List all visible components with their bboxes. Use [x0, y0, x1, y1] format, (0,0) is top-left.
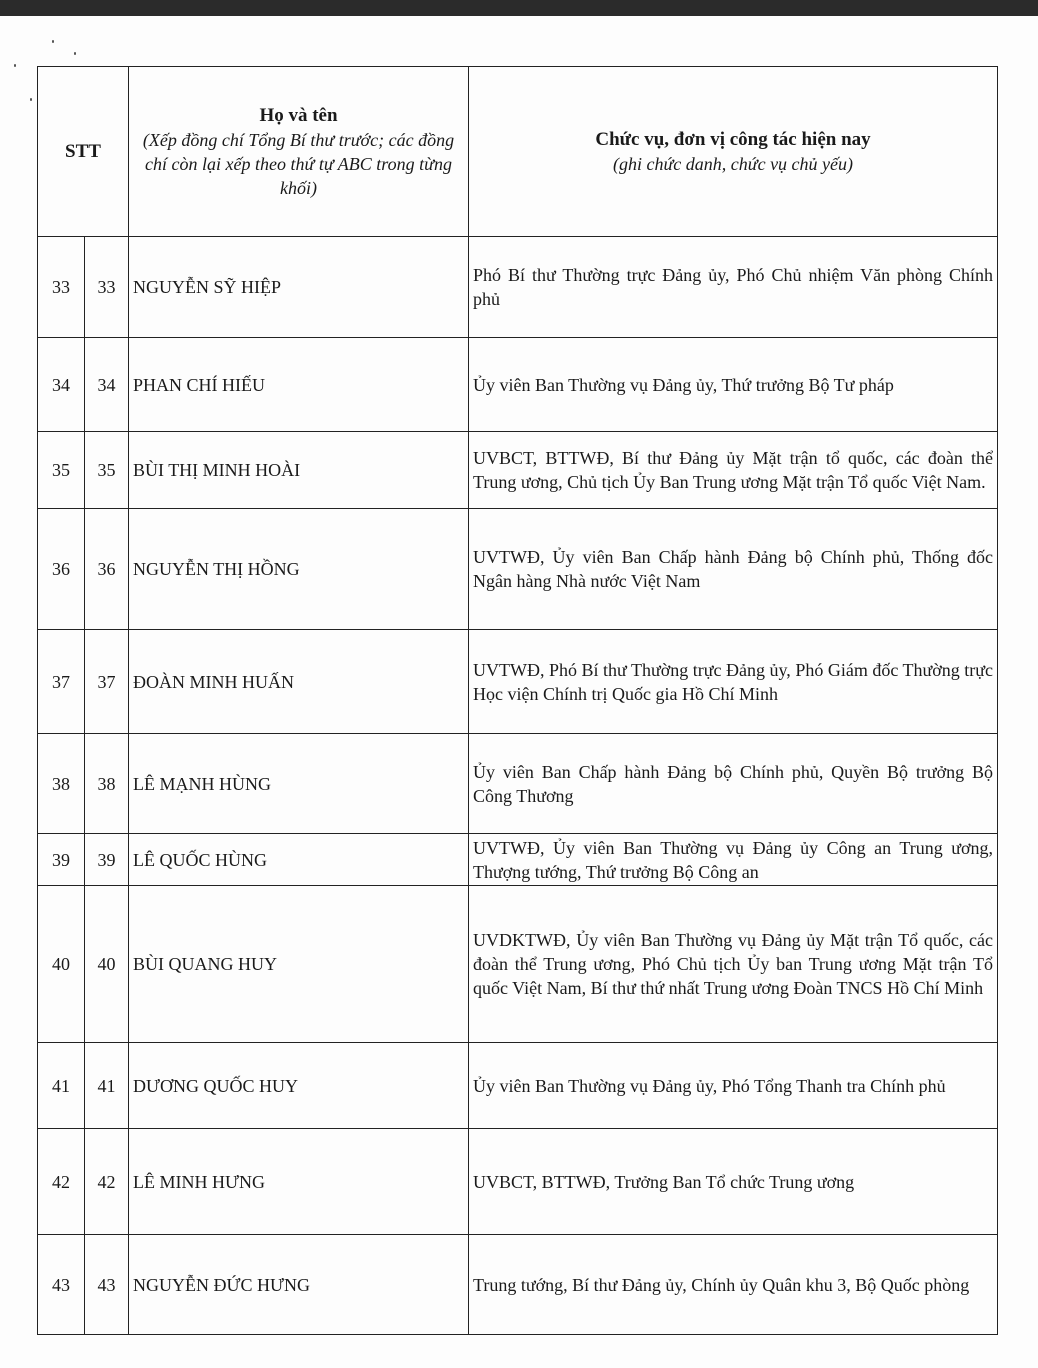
- table-row: [38, 1235, 998, 1335]
- position-cell: Phó Bí thư Thường trực Đảng ủy, Phó Chủ nhiệm Văn phòng Chính phủ: [469, 237, 998, 338]
- name-cell: LÊ QUỐC HÙNG: [129, 834, 469, 886]
- name-cell: PHAN CHÍ HIẾU: [129, 338, 469, 432]
- scan-speck: [30, 98, 32, 101]
- name-cell: ĐOÀN MINH HUẤN: [129, 630, 469, 734]
- table-row: [38, 1129, 998, 1235]
- stt-cell: 34: [38, 338, 85, 432]
- document-page: [0, 16, 1038, 1368]
- position-cell: UVTWĐ, Ủy viên Ban Thường vụ Đảng ủy Công an Trung ương, Thượng tướng, Thứ trưởng Bộ Công an: [469, 834, 998, 886]
- name-cell: NGUYỄN THỊ HỒNG: [129, 509, 469, 630]
- name-cell: NGUYỄN ĐỨC HƯNG: [129, 1235, 469, 1335]
- name-cell: DƯƠNG QUỐC HUY: [129, 1043, 469, 1129]
- position-cell: UVBCT, BTTWĐ, Trưởng Ban Tổ chức Trung ương: [469, 1129, 998, 1235]
- table-row: [38, 432, 998, 509]
- position-cell: Ủy viên Ban Chấp hành Đảng bộ Chính phủ, Quyền Bộ trưởng Bộ Công Thương: [469, 734, 998, 834]
- stt-cell: 37: [85, 630, 129, 734]
- officials-table: [37, 66, 998, 1335]
- name-cell: NGUYỄN SỸ HIỆP: [129, 237, 469, 338]
- top-dark-bar: [0, 0, 1038, 16]
- table-row: [38, 1043, 998, 1129]
- stt-cell: 43: [85, 1235, 129, 1335]
- stt-cell: 35: [85, 432, 129, 509]
- stt-cell: 34: [85, 338, 129, 432]
- scan-speck: [52, 40, 54, 43]
- stt-cell: 35: [38, 432, 85, 509]
- stt-cell: 41: [85, 1043, 129, 1129]
- name-cell: BÙI QUANG HUY: [129, 886, 469, 1043]
- header-name-cell: [129, 67, 469, 237]
- table-row: [38, 734, 998, 834]
- stt-cell: 42: [38, 1129, 85, 1235]
- position-cell: UVTWĐ, Phó Bí thư Thường trực Đảng ủy, Phó Giám đốc Thường trực Học viện Chính trị Quốc gia Hồ Chí Minh: [469, 630, 998, 734]
- position-cell: Ủy viên Ban Thường vụ Đảng ủy, Thứ trưởng Bộ Tư pháp: [469, 338, 998, 432]
- table-row: [38, 509, 998, 630]
- stt-cell: 33: [85, 237, 129, 338]
- scan-speck: [74, 52, 76, 55]
- header-position-title: Chức vụ, đơn vị công tác hiện nay: [595, 128, 871, 150]
- scan-speck: [14, 64, 16, 67]
- stt-cell: 41: [38, 1043, 85, 1129]
- position-cell: UVBCT, BTTWĐ, Bí thư Đảng ủy Mặt trận tổ quốc, các đoàn thể Trung ương, Chủ tịch Ủy Ban Trung ương Mặt trận Tổ quốc Việt Nam.: [469, 432, 998, 509]
- position-cell: Trung tướng, Bí thư Đảng ủy, Chính ủy Quân khu 3, Bộ Quốc phòng: [469, 1235, 998, 1335]
- header-position-cell: [469, 67, 998, 237]
- position-cell: UVTWĐ, Ủy viên Ban Chấp hành Đảng bộ Chính phủ, Thống đốc Ngân hàng Nhà nước Việt Nam: [469, 509, 998, 630]
- header-name-title: Họ và tên: [259, 104, 338, 126]
- table-row: [38, 834, 998, 886]
- header-name-note: (Xếp đồng chí Tổng Bí thư trước; các đồng chí còn lại xếp theo thứ tự ABC trong từng khối): [142, 129, 455, 198]
- table-row: [38, 338, 998, 432]
- stt-cell: 37: [38, 630, 85, 734]
- table-row: [38, 886, 998, 1043]
- table-row: [38, 630, 998, 734]
- stt-cell: 39: [85, 834, 129, 886]
- stt-cell: 39: [38, 834, 85, 886]
- name-cell: LÊ MINH HƯNG: [129, 1129, 469, 1235]
- stt-cell: 42: [85, 1129, 129, 1235]
- name-cell: BÙI THỊ MINH HOÀI: [129, 432, 469, 509]
- stt-cell: 38: [85, 734, 129, 834]
- stt-cell: 40: [85, 886, 129, 1043]
- stt-cell: 43: [38, 1235, 85, 1335]
- stt-cell: 33: [38, 237, 85, 338]
- stt-cell: 38: [38, 734, 85, 834]
- name-cell: LÊ MẠNH HÙNG: [129, 734, 469, 834]
- stt-cell: 40: [38, 886, 85, 1043]
- position-cell: Ủy viên Ban Thường vụ Đảng ủy, Phó Tổng Thanh tra Chính phủ: [469, 1043, 998, 1129]
- stt-cell: 36: [85, 509, 129, 630]
- header-position-note: (ghi chức danh, chức vụ chủ yếu): [612, 153, 854, 174]
- header-stt: STT: [38, 67, 129, 237]
- table-header-row: [38, 67, 998, 237]
- position-cell: UVDKTWĐ, Ủy viên Ban Thường vụ Đảng ủy Mặt trận Tổ quốc, các đoàn thể Trung ương, Phó Chủ tịch Ủy ban Trung ương Mặt trận Tổ quốc Việt Nam, Bí thư thứ nhất Trung ương Đoàn TNCS Hồ Chí Minh: [469, 886, 998, 1043]
- table-row: [38, 237, 998, 338]
- stt-cell: 36: [38, 509, 85, 630]
